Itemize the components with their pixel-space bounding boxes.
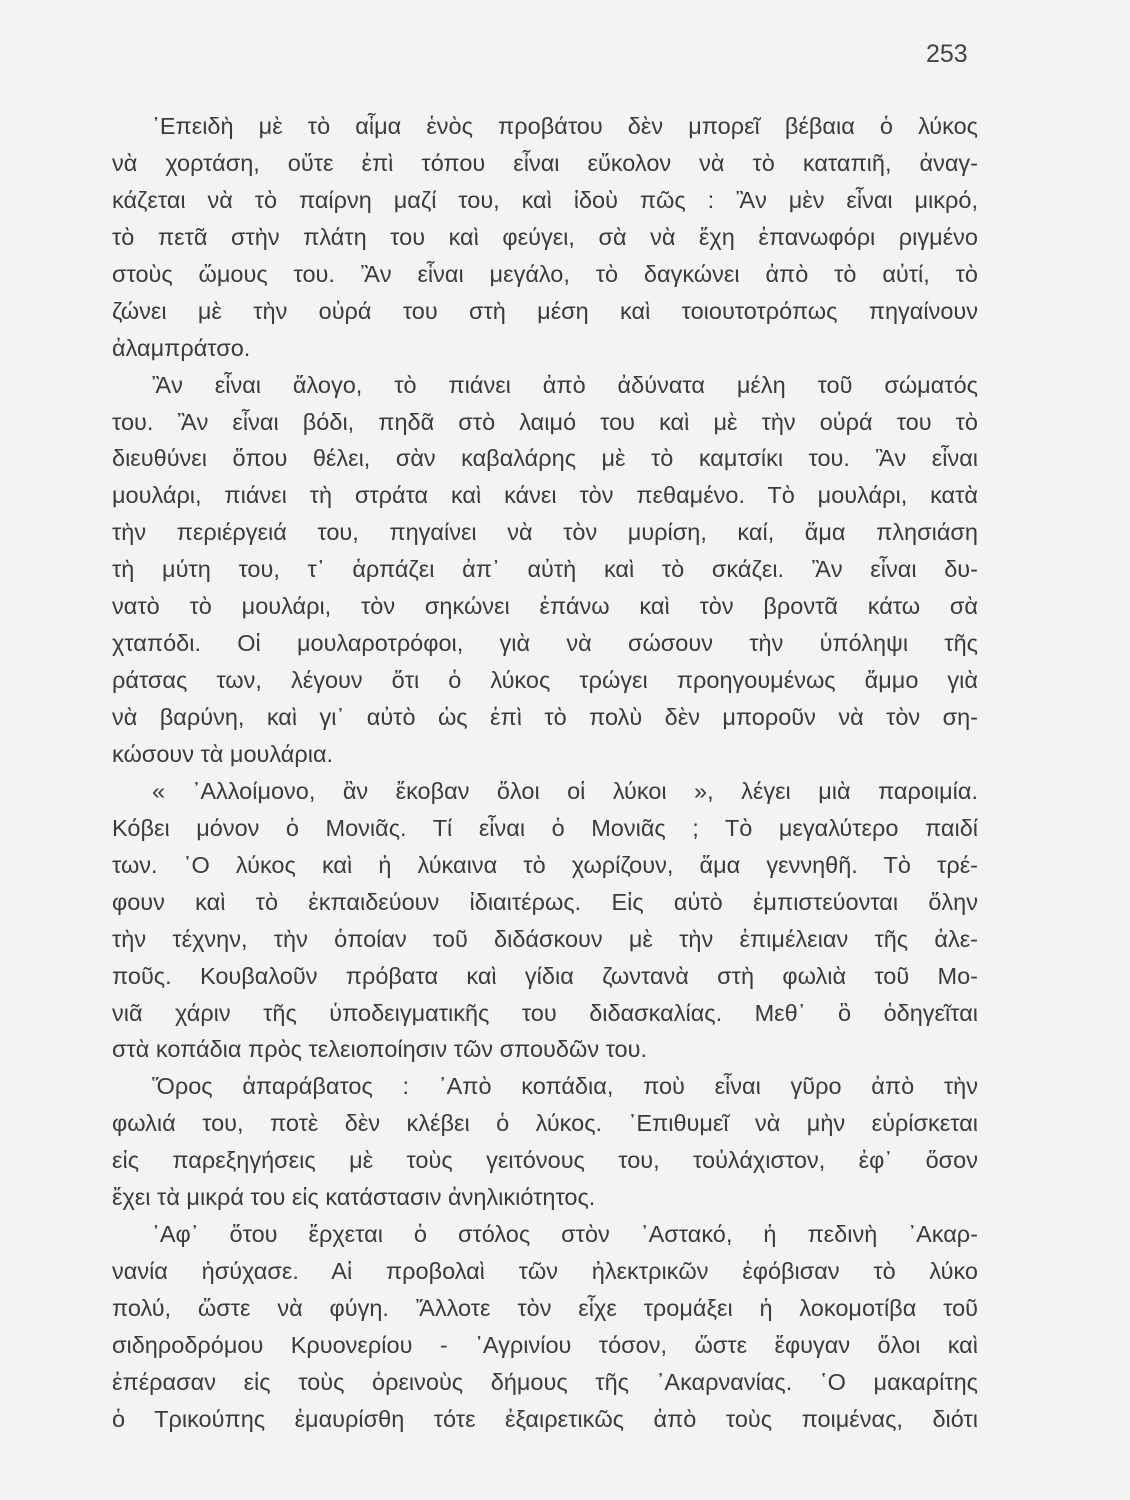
text-line: νατὸ τὸ μουλάρι, τὸν σηκώνει ἐπάνω καὶ τὸν βροντᾶ κάτω σὰ: [112, 593, 978, 620]
text-line: εἰς παρεξηγήσεις μὲ τοὺς γειτόνους του, τοὐλάχιστον, ἐφ᾽ ὅσον: [112, 1147, 978, 1174]
paragraph: [112, 773, 978, 1069]
text-line: νὰ χορτάση, οὔτε ἐπὶ τόπου εἶναι εὔκολον νὰ τὸ καταπιῆ, ἀναγ-: [112, 149, 978, 176]
text-line: τὴν περιέργειά του, πηγαίνει νὰ τὸν μυρίση, καί, ἅμα πλησιάση: [112, 519, 978, 546]
text-line: ᾽Αφ᾽ ὅτου ἔρχεται ὁ στόλος στὸν ᾽Αστακό, ἡ πεδινὴ ᾽Ακαρ-: [152, 1221, 978, 1248]
text-line: Ὅρος ἀπαράβατος : ᾽Απὸ κοπάδια, ποὺ εἶναι γῦρο ἀπὸ τὴν: [152, 1073, 978, 1100]
body-text: [112, 108, 978, 1438]
text-line: ράτσας των, λέγουν ὅτι ὁ λύκος τρώγει προηγουμένως ἄμμο γιὰ: [112, 667, 978, 694]
text-line: Κόβει μόνον ὁ Μονιᾶς. Τί εἶναι ὁ Μονιᾶς ; Τὸ μεγαλύτερο παιδί: [112, 814, 978, 841]
text-line: νὰ βαρύνη, καὶ γι᾽ αὐτὸ ὡς ἐπὶ τὸ πολὺ δὲν μποροῦν νὰ τὸν ση-: [112, 704, 978, 730]
text-line: πολύ, ὥστε νὰ φύγη. Ἄλλοτε τὸν εἶχε τρομάξει ἡ λοκομοτίβα τοῦ: [112, 1295, 978, 1321]
text-line: ᾽Επειδὴ μὲ τὸ αἷμα ἑνὸς προβάτου δὲν μπορεῖ βέβαια ὁ λύκος: [152, 113, 978, 139]
text-line: φουν καὶ τὸ ἐκπαιδεύουν ἰδιαιτέρως. Εἰς αὐτὸ ἐμπιστεύονται ὅλην: [112, 888, 978, 915]
text-line: ἐπέρασαν εἰς τοὺς ὀρεινοὺς δήμους τῆς ᾽Ακαρνανίας. ῾Ο μακαρίτης: [112, 1368, 978, 1395]
text-line: τὴ μύτη του, τ᾽ ἁρπάζει ἀπ᾽ αὐτὴ καὶ τὸ σκάζει. Ἂν εἶναι δυ-: [112, 556, 978, 583]
text-line: ὁ Τρικούπης ἐμαυρίσθη τότε ἐξαιρετικῶς ἀπὸ τοὺς ποιμένας, διότι: [112, 1405, 978, 1432]
text-line: φωλιά του, ποτὲ δὲν κλέβει ὁ λύκος. ᾽Επιθυμεῖ νὰ μὴν εὑρίσκεται: [112, 1110, 978, 1137]
text-line: ζώνει μὲ τὴν οὐρά του στὴ μέση καὶ τοιουτοτρόπως πηγαίνουν: [112, 297, 978, 324]
text-line: ποῦς. Κουβαλοῦν πρόβατα καὶ γίδια ζωντανὰ στὴ φωλιὰ τοῦ Μο-: [112, 962, 978, 989]
text-line: Ἂν εἶναι ἄλογο, τὸ πιάνει ἀπὸ ἀδύνατα μέλη τοῦ σώματός: [152, 371, 978, 398]
paragraph: [112, 1068, 978, 1216]
text-line: κώσουν τὰ μουλάρια.: [112, 740, 334, 767]
text-line: νανία ἡσύχασε. Αἱ προβολαὶ τῶν ἠλεκτρικῶν ἐφόβισαν τὸ λύκο: [112, 1258, 978, 1285]
text-line: στοὺς ὤμους του. Ἂν εἶναι μεγάλο, τὸ δαγκώνει ἀπὸ τὸ αὐτί, τὸ: [112, 260, 978, 287]
text-line: των. ῾Ο λύκος καὶ ἡ λύκαινα τὸ χωρίζουν, ἅμα γεννηθῆ. Τὸ τρέ-: [112, 851, 978, 878]
text-line: στὰ κοπάδια πρὸς τελειοποίησιν τῶν σπουδῶν του.: [112, 1036, 648, 1063]
text-line: τὸ πετᾶ στὴν πλάτη του καὶ φεύγει, σὰ νὰ ἔχη ἐπανωφόρι ριγμένο: [112, 223, 978, 250]
text-line: τὴν τέχνην, τὴν ὁποίαν τοῦ διδάσκουν μὲ τὴν ἐπιμέλειαν τῆς ἀλε-: [112, 925, 978, 952]
text-line: κάζεται νὰ τὸ παίρνη μαζί του, καὶ ἰδοὺ πῶς : Ἂν μὲν εἶναι μικρό,: [112, 186, 978, 213]
text-line: νιᾶ χάριν τῆς ὑποδειγματικῆς του διδασκαλίας. Μεθ᾽ ὃ ὁδηγεῖται: [112, 999, 978, 1026]
text-line: του. Ἂν εἶναι βόδι, πηδᾶ στὸ λαιμό του καὶ μὲ τὴν οὐρά του τὸ: [112, 408, 978, 435]
text-line: ἔχει τὰ μικρά του εἰς κατάστασιν ἀνηλικιότητος.: [112, 1184, 596, 1211]
text-line: ἀλαμπράτσο.: [112, 334, 251, 361]
text-line: μουλάρι, πιάνει τὴ στράτα καὶ κάνει τὸν πεθαμένο. Τὸ μουλάρι, κατὰ: [112, 482, 978, 509]
page-number: 253: [926, 40, 968, 68]
text-line: διευθύνει ὅπου θέλει, σὰν καβαλάρης μὲ τὸ καμτσίκι του. Ἂν εἶναι: [112, 445, 978, 472]
text-line: « ᾽Αλλοίμονο, ἂν ἔκοβαν ὅλοι οἱ λύκοι », λέγει μιὰ παροιμία.: [152, 777, 978, 804]
paragraph: [112, 108, 978, 367]
text-line: σιδηροδρόμου Κρυονερίου - ᾽Αγρινίου τόσον, ὥστε ἔφυγαν ὅλοι καὶ: [112, 1331, 978, 1358]
paragraph: [112, 367, 978, 773]
paragraph: [112, 1216, 978, 1438]
text-line: χταπόδι. Οἱ μουλαροτρόφοι, γιὰ νὰ σώσουν τὴν ὑπόληψι τῆς: [112, 630, 978, 657]
